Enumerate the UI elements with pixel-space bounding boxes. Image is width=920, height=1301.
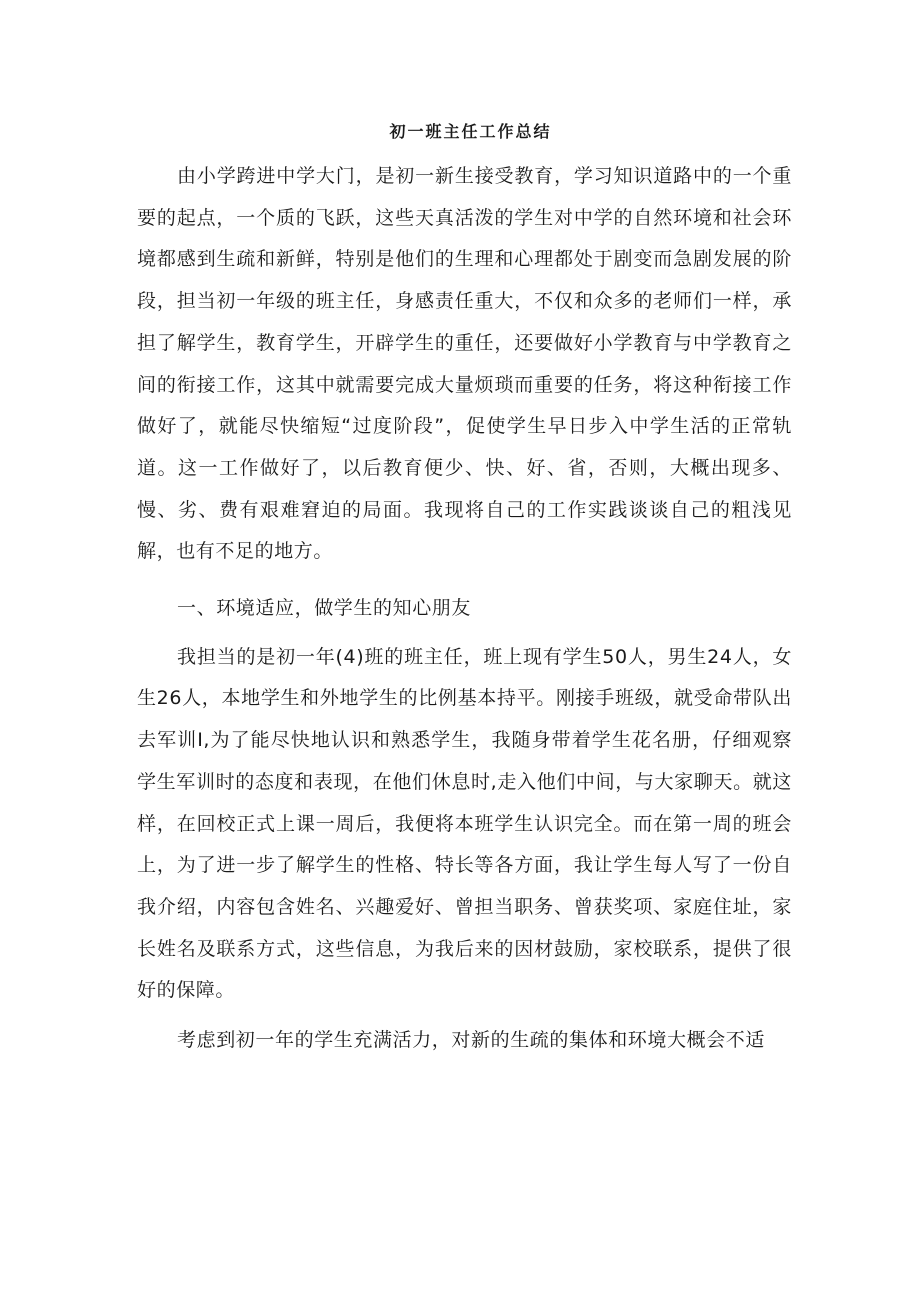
paragraph-spacer [137,573,792,581]
document-body [137,118,792,1062]
document-title: 初一班主任工作总结 [389,122,552,141]
section-heading: 一、环境适应，做学生的知心朋友 [177,597,472,620]
body-paragraph: 考虑到初一年的学生充满活力，对新的生疏的集体和环境大概会不适 [177,1029,766,1052]
body-paragraph: 我担当的是初一年(4)班的班主任，班上现有学生50人，男生24人，女生26人，本地学生和外地学生的比例基本持平。刚接手班级，就受命带队出去军训I,为了能尽快地认识和熟悉学生，我随身带着学生花名册，仔细观察学生军训时的态度和表现，在他们休息时,走入他们中间，与大家聊天。就这样，在回校正式上课一周后，我便将本班学生认识完全。而在第一周的班会上，为了进一步了解学生的性格、特长等各方面，我让学生每人写了一份自我介绍，内容包含姓名、兴趣爱好、曾担当职务、曾获奖项、家庭住址，家长姓名及联系方式，这些信息，为我后来的因材鼓励，家校联系，提供了很好的保障。 [137,645,792,1002]
intro-paragraph: 由小学跨进中学大门，是初一新生接受教育，学习知识道路中的一个重要的起点，一个质的飞跃，这些天真活泼的学生对中学的自然环境和社会环境都感到生疏和新鲜，特别是他们的生理和心理都处于剧变而急剧发展的阶段，担当初一年级的班主任，身感责任重大，不仅和众多的老师们一样，承担了解学生，教育学生，开辟学生的重任，还要做好小学教育与中学教育之间的衔接工作，这其中就需要完成大量烦琐而重要的任务，将这种衔接工作做好了，就能尽快缩短“过度阶段”，促使学生早日步入中学生活的正常轨道。这一工作做好了，以后教育便少、快、好、省，否则，大概出现多、慢、劣、费有艰难窘迫的局面。我现将自己的工作实践谈谈自己的粗浅见解，也有不足的地方。 [137,165,792,563]
paragraph-spacer [137,1012,792,1020]
